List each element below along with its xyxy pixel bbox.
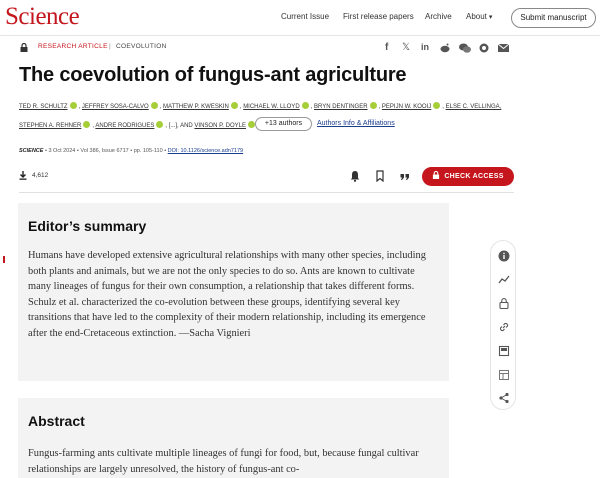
citation-separator: •: [76, 148, 79, 154]
article-type[interactable]: RESEARCH ARTICLE: [38, 43, 108, 50]
citation-line: [19, 148, 243, 154]
tables-icon[interactable]: [498, 369, 510, 381]
editor-summary: [18, 203, 449, 381]
lock-icon: [20, 43, 28, 52]
nav-archive[interactable]: Archive: [425, 12, 452, 21]
reddit-icon[interactable]: [440, 43, 450, 53]
quote-icon[interactable]: [399, 170, 411, 182]
more-authors-button[interactable]: +13 authors: [255, 117, 312, 131]
share-icon[interactable]: [498, 392, 510, 404]
author-link[interactable]: JEFFREY SOSA-CALVO: [81, 104, 149, 110]
orcid-icon[interactable]: [156, 121, 163, 128]
orcid-icon[interactable]: [83, 121, 90, 128]
wechat-icon[interactable]: [459, 43, 471, 53]
bookmark-icon[interactable]: [374, 170, 386, 182]
download-icon: [19, 171, 27, 180]
article-title: The coevolution of fungus-ant agriculture: [19, 64, 407, 86]
submit-manuscript-button[interactable]: Submit manuscript: [511, 8, 596, 28]
x-icon[interactable]: 𝕏: [402, 42, 411, 53]
orcid-icon[interactable]: [302, 102, 309, 109]
authors-line-1: TED R. SCHULTZ , JEFFREY SOSA-CALVO , MATTHEW P. KWESKIN , MICHAEL W. LLOYD , BRYN DENTINGER , PEPIJN W. KOOIJ , ELSE C. VELLINGA,: [19, 104, 502, 110]
meta-separator: |: [109, 43, 111, 50]
affiliations-link[interactable]: Authors Info & Affiliations: [317, 120, 395, 127]
scroll-marker: [3, 256, 5, 263]
whatsapp-icon[interactable]: [479, 43, 489, 53]
abstract: [18, 398, 449, 478]
side-toolbar: [490, 240, 516, 410]
authors-line-2: STEPHEN A. REHNER , ANDRE RODRIGUES , [...], AND VINSON P. DOYLE: [19, 121, 489, 129]
top-bar: [0, 0, 600, 36]
author-link[interactable]: MICHAEL W. LLOYD: [243, 104, 300, 110]
nav-about-label: About: [466, 12, 487, 21]
article-section[interactable]: COEVOLUTION: [116, 43, 167, 50]
author-link[interactable]: BRYN DENTINGER: [314, 104, 368, 110]
lock-icon: [432, 171, 440, 179]
link-icon[interactable]: [498, 321, 510, 333]
nav-about[interactable]: [466, 12, 492, 21]
author-link[interactable]: ELSE C. VELLINGA,: [445, 104, 502, 110]
citation-separator: •: [44, 148, 47, 154]
orcid-icon[interactable]: [151, 102, 158, 109]
figures-icon[interactable]: [498, 345, 510, 357]
citation-separator: •: [130, 148, 133, 154]
pages: pp. 105-110: [133, 148, 163, 154]
bell-icon[interactable]: [349, 170, 361, 182]
volume-issue[interactable]: Vol 386, Issue 6717: [80, 148, 129, 154]
info-icon[interactable]: [498, 250, 510, 262]
author-link[interactable]: VINSON P. DOYLE: [194, 123, 246, 129]
email-icon[interactable]: [498, 44, 509, 52]
citation-separator: •: [164, 148, 167, 154]
divider: [19, 192, 514, 193]
lock-icon[interactable]: [498, 297, 510, 309]
metrics-icon[interactable]: [498, 274, 510, 286]
linkedin-icon[interactable]: in: [421, 42, 429, 52]
author-link[interactable]: PEPIJN W. KOOIJ: [381, 104, 432, 110]
orcid-icon[interactable]: [248, 121, 255, 128]
journal-name: SCIENCE: [19, 148, 44, 154]
nav-first-release[interactable]: First release papers: [343, 12, 414, 21]
authors-ellipsis[interactable]: , [...], AND: [165, 123, 193, 129]
check-access-label: CHECK ACCESS: [444, 173, 504, 180]
author-link[interactable]: ANDRE RODRIGUES: [95, 123, 155, 129]
science-logo[interactable]: Science: [5, 3, 80, 30]
pub-date: 3 Oct 2024: [48, 148, 76, 154]
doi-link[interactable]: DOI: 10.1126/science.adn7179: [167, 148, 244, 154]
facebook-icon[interactable]: f: [385, 42, 389, 53]
author-link[interactable]: STEPHEN A. REHNER: [19, 123, 82, 129]
orcid-icon[interactable]: [231, 102, 238, 109]
download-count: 4,612: [32, 172, 49, 179]
author-link[interactable]: MATTHEW P. KWESKIN: [163, 104, 229, 110]
editor-summary-text: Humans have developed extensive agricultural relationships with many other species, including both plants and animals, but we are not the only species to do so. Ants are known to cultivate many lineages of fungus for their own consumption, a relationship that takes different forms. Schulz et al. characterized the co-evolution between these groups, identifying several key transitions that have led to the complexity of their modern relationship, including its emergence after the end-Cretaceous extinction. —Sacha Vignieri: [28, 250, 426, 339]
abstract-text: Fungus-farming ants cultivate multiple lineages of fungi for food, but, because fungal cultivar relationships are largely unresolved, the history of fungus-ant co-: [28, 448, 419, 475]
nav-current-issue[interactable]: Current Issue: [281, 12, 330, 21]
orcid-icon[interactable]: [433, 102, 440, 109]
orcid-icon[interactable]: [370, 102, 377, 109]
abstract-heading: Abstract: [28, 413, 85, 429]
editor-summary-heading: Editor’s summary: [28, 218, 147, 234]
author-link[interactable]: TED R. SCHULTZ: [19, 104, 68, 110]
orcid-icon[interactable]: [70, 102, 77, 109]
chevron-down-icon: ▾: [488, 14, 493, 21]
check-access-button[interactable]: [422, 167, 514, 186]
